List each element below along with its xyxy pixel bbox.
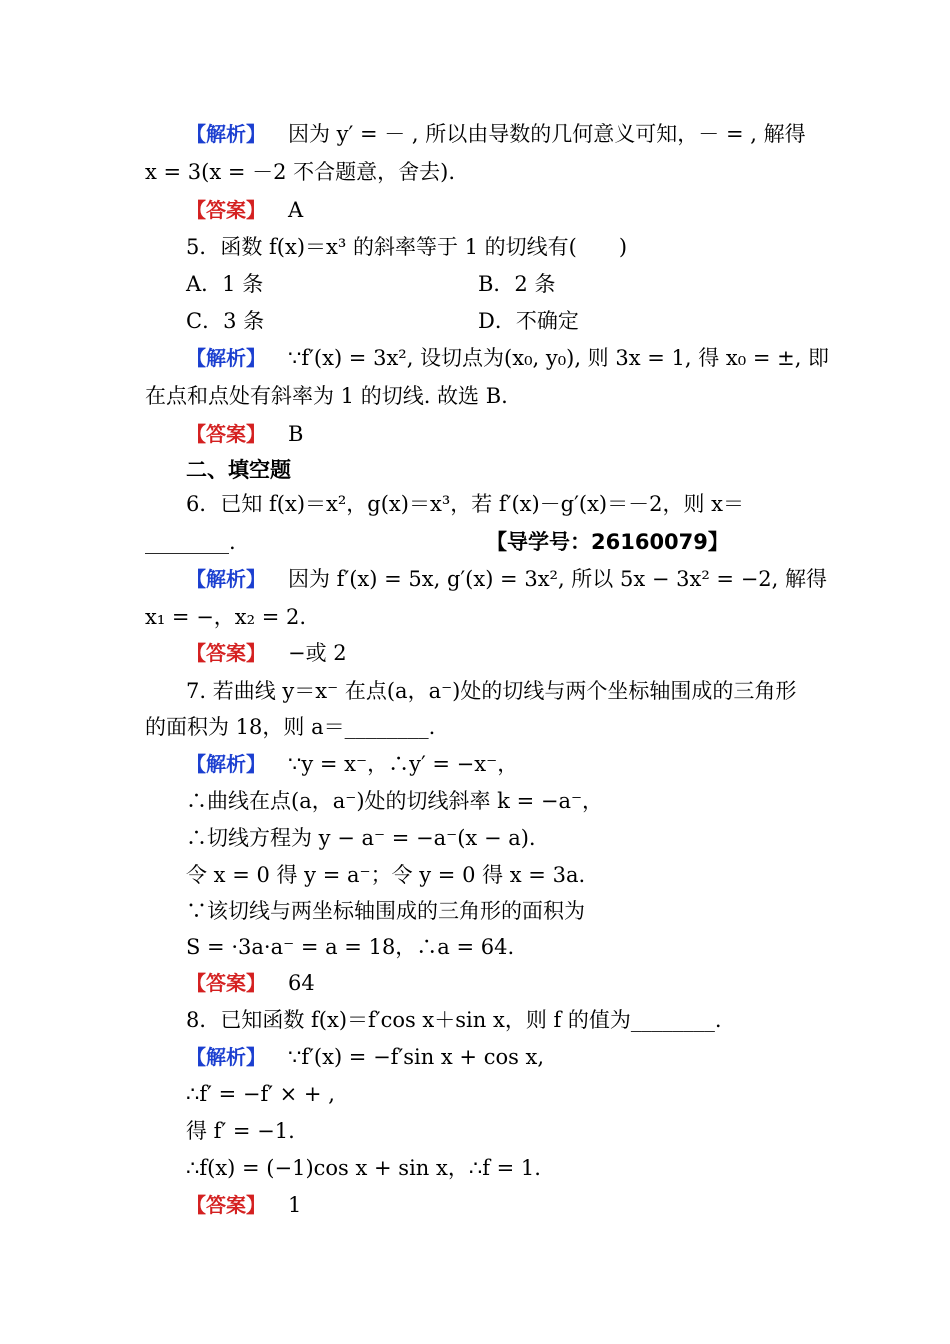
option-c: C．3 条 [186, 309, 265, 333]
answer-line-q5 [186, 420, 303, 448]
analysis-line-q5 [186, 344, 829, 372]
answer-line-q8 [186, 1191, 301, 1219]
section-heading: 二、填空题 [186, 458, 291, 482]
answer-line-q6 [186, 639, 347, 667]
text-line: x₁ = −，x₂ = 2. [145, 605, 307, 629]
analysis-line-q8 [186, 1043, 544, 1071]
analysis-text: ∵f′(x) = 3x², 设切点为(x₀, y₀), 则 3x = 1, 得 x₀ = ±, 即 [288, 346, 830, 370]
answer-text: A [288, 198, 304, 222]
analysis-tag: 【解析】 [186, 1045, 266, 1069]
text-line: S = ·3a·a⁻ = a = 18，∴a = 64. [186, 935, 515, 959]
option-b: B．2 条 [478, 272, 556, 296]
analysis-text: ∵f′(x) = −f′sin x + cos x, [288, 1045, 545, 1069]
text-line: 令 x = 0 得 y = a⁻；令 y = 0 得 x = 3a. [186, 863, 586, 887]
question-8: 8．已知函数 f(x)＝f′cos x＋sin x，则 f 的值为________. [186, 1008, 722, 1032]
text-line: ∵该切线与两坐标轴围成的三角形的面积为 [186, 899, 585, 923]
analysis-text: ∵y = x⁻，∴y′ = −x⁻， [288, 752, 519, 776]
text-line: 的面积为 18，则 a＝________. [145, 715, 436, 739]
answer-text: B [288, 422, 304, 446]
answer-tag: 【答案】 [186, 198, 266, 222]
option-a: A．1 条 [186, 272, 264, 296]
answer-tag: 【答案】 [186, 971, 266, 995]
analysis-tag: 【解析】 [186, 346, 266, 370]
study-number: 【导学号：26160079】 [486, 530, 729, 554]
analysis-tag: 【解析】 [186, 752, 266, 776]
analysis-text: 因为 y′ = － , 所以由导数的几何意义可知，－ = , 解得 [288, 122, 806, 146]
option-d: D．不确定 [478, 309, 579, 333]
answer-tag: 【答案】 [186, 422, 266, 446]
text-line: x = 3(x = －2 不合题意，舍去). [145, 160, 456, 184]
analysis-text: 因为 f′(x) = 5x, g′(x) = 3x², 所以 5x − 3x² = −2, 解得 [288, 567, 828, 591]
text-line: ∴f′ = −f′ × + , [186, 1082, 335, 1106]
answer-text: −或 2 [288, 641, 347, 665]
text-line: ∴曲线在点(a，a⁻)处的切线斜率 k = −a⁻， [186, 789, 604, 813]
text-line: 在点和点处有斜率为 1 的切线. 故选 B. [145, 384, 508, 408]
answer-line-q7 [186, 969, 315, 997]
analysis-line-q4 [186, 120, 806, 148]
answer-line-q4 [186, 196, 303, 224]
text-line: ∴切线方程为 y − a⁻ = −a⁻(x − a). [186, 826, 536, 850]
question-6: 6．已知 f(x)＝x²，g(x)＝x³，若 f′(x)－g′(x)＝－2，则 x＝ [186, 492, 744, 516]
question-5: 5．函数 f(x)＝x³ 的斜率等于 1 的切线有( ) [186, 235, 628, 259]
text-line: ∴f(x) = (−1)cos x + sin x，∴f = 1. [186, 1156, 541, 1180]
analysis-line-q7 [186, 750, 518, 778]
answer-text: 1 [288, 1193, 302, 1217]
answer-tag: 【答案】 [186, 1193, 266, 1217]
analysis-line-q6 [186, 565, 827, 593]
answer-tag: 【答案】 [186, 641, 266, 665]
analysis-tag: 【解析】 [186, 567, 266, 591]
blank-line: ________. [145, 530, 236, 554]
question-7: 7. 若曲线 y＝x⁻ 在点(a，a⁻)处的切线与两个坐标轴围成的三角形 [186, 679, 797, 703]
analysis-tag: 【解析】 [186, 122, 266, 146]
answer-text: 64 [288, 971, 315, 995]
text-line: 得 f′ = −1. [186, 1119, 295, 1143]
